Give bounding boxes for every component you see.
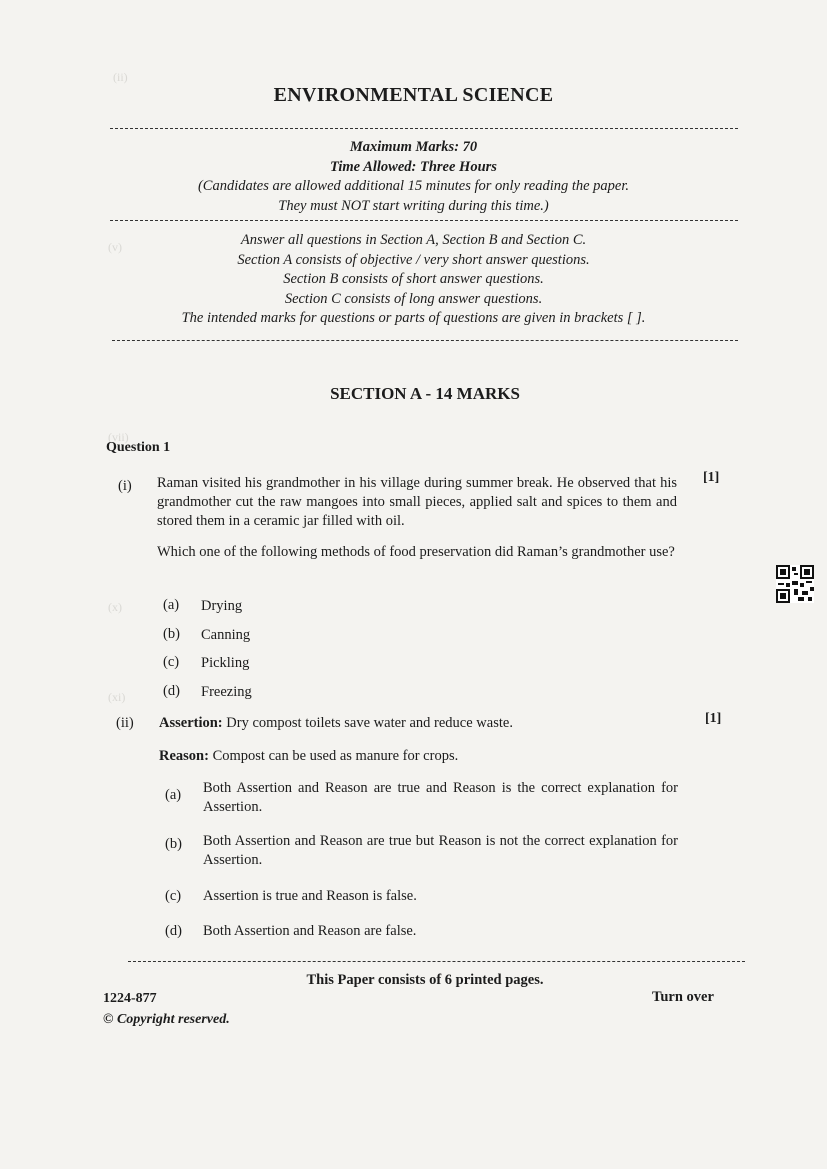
marks-label: [1] [705, 711, 722, 726]
instruction-line: The intended marks for questions or parts of questions are given in brackets [ ]. [181, 310, 646, 326]
question-text: Raman visited his grandmother in his village during summer break. He observed that his grandmother cut the raw mangoes into small pieces, applied salt and spices to them and stored them in a ceramic jar filled with oil. [157, 475, 677, 529]
option-label: (a) [163, 597, 180, 613]
option-text: Freezing [201, 684, 252, 700]
reason [159, 747, 679, 766]
option-text: Drying [201, 598, 243, 614]
divider [128, 961, 745, 962]
bleed-through: (v) [108, 240, 122, 254]
divider [112, 340, 738, 341]
paper-title: ENVIRONMENTAL SCIENCE [273, 84, 554, 106]
option-label: (c) [165, 888, 182, 904]
instruction-line: Section C consists of long answer questions. [284, 290, 543, 307]
divider [110, 220, 738, 221]
option-label: (a) [165, 787, 182, 803]
instruction-line: Section A consists of objective / very short answer questions. [237, 251, 590, 268]
qr-code-icon [776, 565, 814, 603]
assertion-text: Dry compost toilets save water and reduce waste. [222, 715, 513, 731]
question-heading: Question 1 [106, 440, 171, 455]
max-marks: Maximum Marks: 70 [349, 139, 478, 155]
option-label: (d) [163, 683, 180, 699]
section-title: SECTION A - 14 MARKS [330, 384, 520, 403]
copyright-notice: © Copyright reserved. [103, 1012, 230, 1027]
option-label: (d) [165, 923, 182, 939]
paper-code: 1224-877 [103, 991, 157, 1006]
option-text: Both Assertion and Reason are false. [203, 923, 417, 939]
bleed-through: (xi) [108, 690, 126, 704]
marks-label: [1] [703, 470, 720, 485]
bleed-through: (x) [108, 600, 122, 614]
exam-meta [0, 138, 827, 216]
option-text: Both Assertion and Reason are true but Reason is not the correct explanation for Assertion. [203, 833, 678, 868]
option-text: Canning [201, 627, 251, 643]
divider [110, 128, 738, 129]
question-prompt: Which one of the following methods of food preservation did Raman’s grandmother use? [157, 544, 675, 560]
instruction-line: Answer all questions in Section A, Section B and Section C. [240, 232, 587, 248]
reading-note-line-1: (Candidates are allowed additional 15 minutes for only reading the paper. [197, 178, 630, 194]
option-text: Assertion is true and Reason is false. [203, 888, 417, 904]
turn-over-label: Turn over [652, 989, 714, 1005]
option-label: (c) [163, 654, 180, 670]
reason-text: Compost can be used as manure for crops. [208, 748, 459, 764]
option-text: Pickling [201, 655, 250, 671]
instruction-line: Section B consists of short answer questions. [283, 271, 544, 287]
assertion-label: Assertion: [159, 715, 223, 731]
option-text: Both Assertion and Reason are true and Reason is the correct explanation for Assertion. [203, 780, 678, 815]
option-label: (b) [163, 626, 180, 642]
part-number: (ii) [116, 715, 134, 731]
bleed-through: (vii) [108, 430, 129, 444]
assertion [159, 714, 679, 733]
instructions [0, 231, 827, 329]
bleed-through: (ii) [113, 70, 128, 84]
time-allowed: Time Allowed: Three Hours [330, 158, 497, 175]
part-number: (i) [118, 478, 132, 494]
reading-note-line-2: They must NOT start writing during this time.) [278, 197, 549, 214]
pages-note: This Paper consists of 6 printed pages. [306, 972, 544, 988]
option-label: (b) [165, 836, 182, 852]
reason-label: Reason: [159, 748, 209, 764]
